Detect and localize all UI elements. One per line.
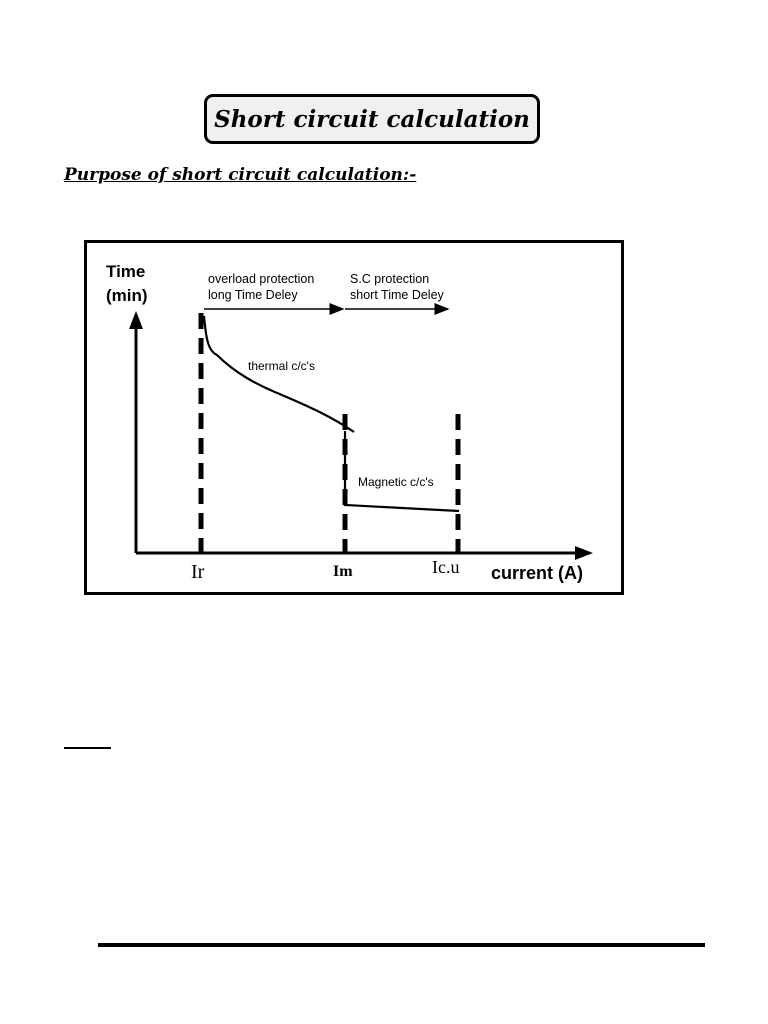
y-axis-arrowhead <box>129 311 143 329</box>
title-box <box>204 94 540 144</box>
magnetic-curve-label: Magnetic c/c's <box>358 475 434 489</box>
thermal-curve-label: thermal c/c's <box>248 359 315 373</box>
trip-curve-figure <box>84 240 624 595</box>
thermal-curve <box>204 316 354 432</box>
trip-curve-diagram <box>87 243 621 592</box>
overload-zone-label-2: long Time Deley <box>208 288 298 302</box>
sc-zone-label-1: S.C protection <box>350 272 430 286</box>
footer-rule <box>98 943 705 947</box>
section-heading: Purpose of short circuit calculation:- <box>64 165 417 185</box>
x-axis-arrowhead <box>575 546 593 560</box>
x-axis-label: current (A) <box>491 563 584 583</box>
underline-divider <box>64 747 111 749</box>
marker-icu: Ic.u <box>432 557 460 577</box>
y-axis-label-min: (min) <box>106 286 148 305</box>
sc-zone-label-2: short Time Deley <box>350 288 444 302</box>
magnetic-curve <box>345 431 459 511</box>
marker-im: Im <box>333 563 353 580</box>
marker-ir: Ir <box>191 561 205 583</box>
y-axis-label-time: Time <box>106 262 146 281</box>
page-title: Short circuit calculation <box>214 105 530 133</box>
overload-zone-label-1: overload protection <box>208 272 315 286</box>
